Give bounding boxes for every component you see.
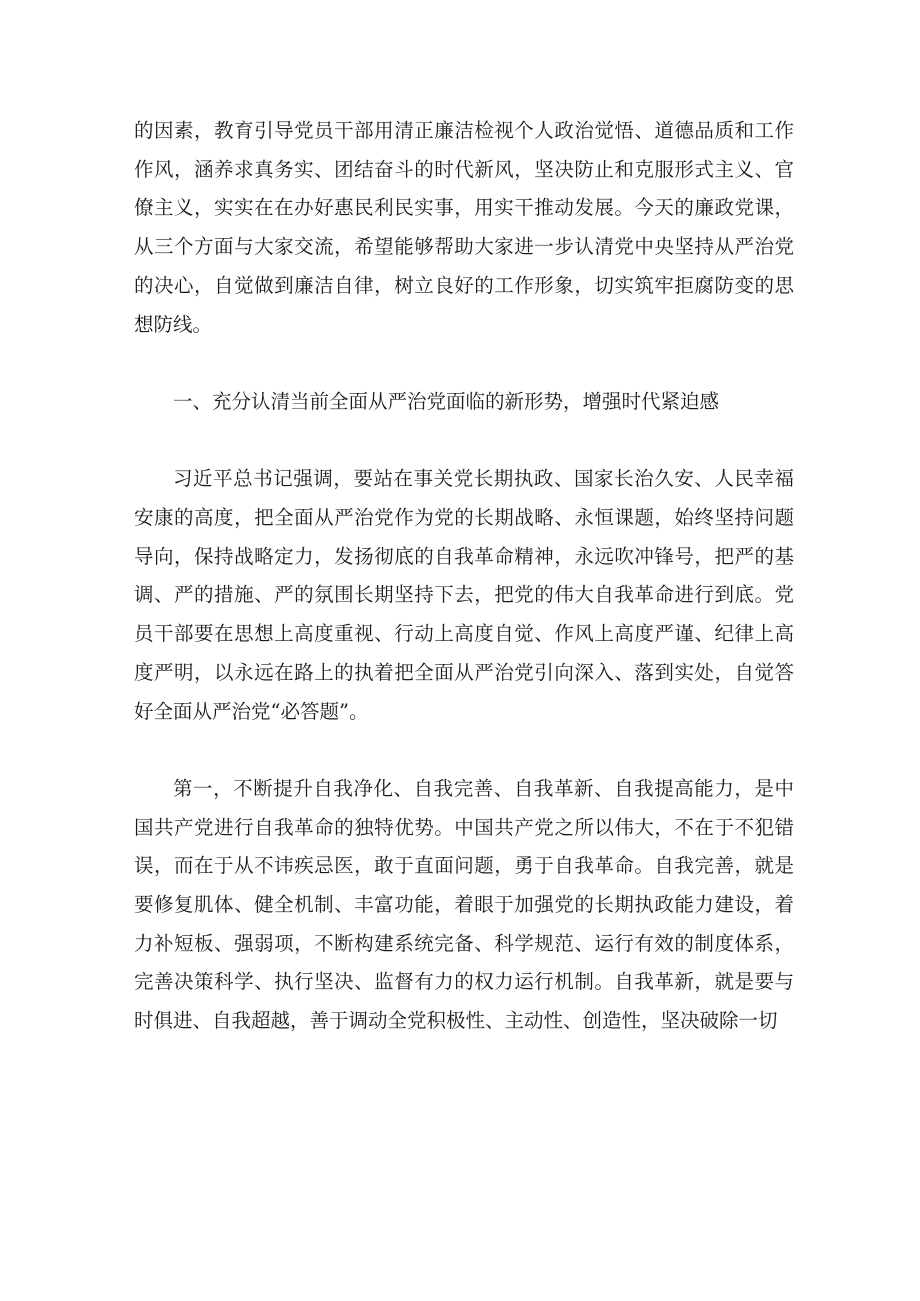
paragraph-body: 第一，不断提升自我净化、自我完善、自我革新、自我提高能力，是中国共产党进行自我革命的独特优势。中国共产党之所以伟大，不在于不犯错误，而在于从不讳疾忌医，敢于直面问题，勇于自我革命。自我完善，就是要修复肌体、健全机制、丰富功能，着眼于加强党的长期执政能力建设，着力补短板、强弱项，不断构建系统完备、科学规范、运行有效的制度体系，完善决策科学、执行坚决、监督有力的权力运行机制。自我革新，就是要与时俱进、自我超越，善于调动全党积极性、主动性、创造性，坚决破除一切	[134, 776, 794, 1033]
paragraph-continuation: 的因素，教育引导党员干部用清正廉洁检视个人政治觉悟、道德品质和工作作风，涵养求真务实、团结奋斗的时代新风，坚决防止和克服形式主义、官僚主义，实实在在办好惠民利民实事，用实干推动发展。今天的廉政党课，从三个方面与大家交流，希望能够帮助大家进一步认清党中央坚持从严治党的决心，自觉做到廉洁自律，树立良好的工作形象，切实筑牢拒腐防变的思想防线。	[134, 119, 794, 336]
section-heading: 一、充分认清当前全面从严治党面临的新形势，增强时代紧迫感	[173, 389, 720, 413]
paragraph-gap	[134, 422, 794, 461]
paragraph-gap	[134, 731, 794, 770]
paragraph-gap	[134, 344, 794, 383]
document-body	[134, 112, 794, 1041]
paragraph-body: 习近平总书记强调，要站在事关党长期执政、国家长治久安、人民幸福安康的高度，把全面从严治党作为党的长期战略、永恒课题，始终坚持问题导向，保持战略定力，发扬彻底的自我革命精神，永远吹冲锋号，把严的基调、严的措施、严的氛围长期坚持下去，把党的伟大自我革命进行到底。党员干部要在思想上高度重视、行动上高度自觉、作风上高度严谨、纪律上高度严明，以永远在路上的执着把全面从严治党引向深入、落到实处，自觉答好全面从严治党“必答题”。	[134, 467, 794, 723]
